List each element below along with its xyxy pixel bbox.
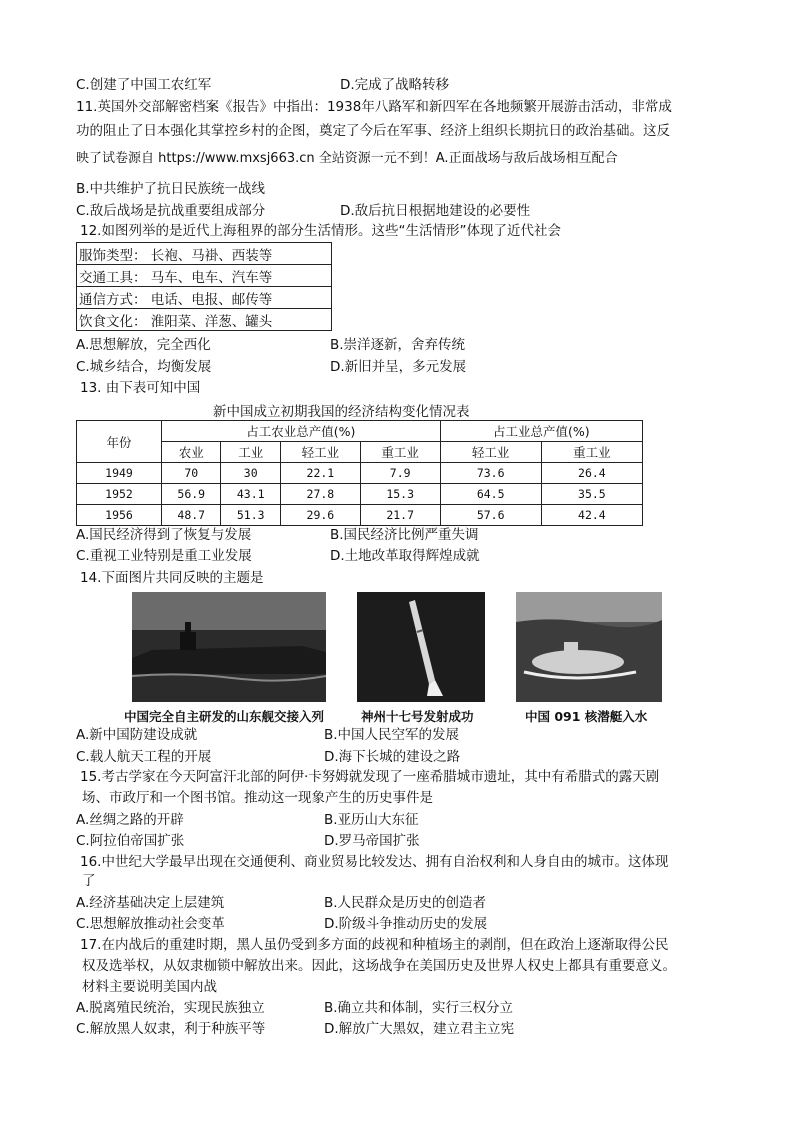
cell: 22.1: [280, 463, 360, 484]
q14-option-b: B.中国人民空军的发展: [324, 727, 460, 743]
cell-year: 1952: [77, 484, 162, 505]
col-header-year: 年份: [77, 421, 162, 463]
life-row: 服饰类型： 长袍、马褂、西装等: [77, 243, 332, 265]
rocket-image: [357, 592, 485, 702]
col-header: 工业: [221, 442, 280, 463]
cell-year: 1949: [77, 463, 162, 484]
q15-option-a: A.丝绸之路的开辟: [76, 812, 184, 828]
q11-stem-line2: 功的阻止了日本强化其掌控乡村的企图，奠定了今后在军事、经济上组织长期抗日的政治基础。这反: [76, 123, 670, 139]
q11-stem-line3: 映了试卷源自 https://www.mxsj663.cn 全站资源一元不到！A.正面战场与敌后战场相互配合: [76, 151, 618, 166]
econ-table-title: 新中国成立初期我国的经济结构变化情况表: [213, 404, 470, 420]
q12-option-a: A.思想解放，完全西化: [76, 337, 211, 353]
photo-caption-submarine: 中国 091 核潜艇入水: [525, 709, 648, 724]
q11-option-b: B.中共维护了抗日民族统一战线: [76, 181, 266, 197]
q11-option-c: C.敌后战场是抗战重要组成部分: [76, 203, 266, 219]
q10-option-d: D.完成了战略转移: [340, 77, 450, 93]
q12-option-d: D.新旧并呈，多元发展: [330, 359, 467, 375]
q13-option-b: B.国民经济比例严重失调: [330, 527, 479, 543]
q13-option-a: A.国民经济得到了恢复与发展: [76, 527, 252, 543]
q17-stem-line2: 权及选举权，从奴隶枷锁中解放出来。因此，这场战争在美国历史及世界人权史上都具有重要意义。: [82, 958, 676, 974]
q17-stem-line1: 17.在内战后的重建时期，黑人虽仍受到多方面的歧视和种植场主的剥削，但在政治上逐渐取得公民: [80, 937, 669, 953]
cell: 7.9: [360, 463, 440, 484]
cell: 56.9: [162, 484, 221, 505]
q11-option-d: D.敌后抗日根据地建设的必要性: [340, 203, 531, 219]
q15-option-b: B.亚历山大东征: [324, 812, 419, 828]
q15-stem-line1: 15.考古学家在今天阿富汗北部的阿伊·卡努姆就发现了一座希腊城市遗址，其中有希腊式的露天剧: [80, 769, 660, 785]
cell: 15.3: [360, 484, 440, 505]
photo-caption-carrier: 中国完全自主研发的山东舰交接入列: [124, 709, 325, 724]
cell-year: 1956: [77, 505, 162, 526]
aircraft-carrier-image: [132, 592, 326, 702]
q11-stem-line1: 11.英国外交部解密档案《报告》中指出：1938年八路军和新四军在各地频繁开展游击活动，非常成: [76, 99, 672, 115]
q16-stem-line2: 了: [82, 873, 96, 889]
q17-option-c: C.解放黑人奴隶，利于种族平等: [76, 1021, 266, 1037]
q14-option-d: D.海下长城的建设之路: [324, 749, 461, 765]
cell: 70: [162, 463, 221, 484]
life-situation-table: [76, 242, 332, 331]
submarine-photo: [516, 592, 662, 702]
cell: 30: [221, 463, 280, 484]
q12-stem: 12.如图列举的是近代上海租界的部分生活情形。这些“生活情形”体现了近代社会: [80, 223, 561, 239]
col-group-industry: 占工业总产值(%): [440, 421, 642, 442]
cell: 48.7: [162, 505, 221, 526]
cell: 26.4: [541, 463, 642, 484]
col-header: 农业: [162, 442, 221, 463]
submarine-image: [516, 592, 662, 702]
table-row: [77, 484, 643, 505]
q14-option-c: C.载人航天工程的开展: [76, 749, 212, 765]
rocket-launch-photo: [357, 592, 485, 702]
q17-stem-line3: 材料主要说明美国内战: [82, 979, 217, 995]
econ-structure-table: [76, 420, 643, 526]
life-row: 饮食文化： 淮阳菜、洋葱、罐头: [77, 309, 332, 331]
col-header: 重工业: [360, 442, 440, 463]
q10-option-c: C.创建了中国工农红军: [76, 77, 212, 93]
life-row: 交通工具： 马车、电车、汽车等: [77, 265, 332, 287]
q12-option-b: B.崇洋逐新，舍弃传统: [330, 337, 466, 353]
q16-option-c: C.思想解放推动社会变革: [76, 916, 225, 932]
cell: 42.4: [541, 505, 642, 526]
cell: 21.7: [360, 505, 440, 526]
cell: 43.1: [221, 484, 280, 505]
cell: 35.5: [541, 484, 642, 505]
q13-option-d: D.土地改革取得辉煌成就: [330, 548, 480, 564]
q15-option-c: C.阿拉伯帝国扩张: [76, 833, 185, 849]
q15-option-d: D.罗马帝国扩张: [324, 833, 420, 849]
q16-stem-line1: 16.中世纪大学最早出现在交通便利、商业贸易比较发达、拥有自治权利和人身自由的城市。这体现: [80, 854, 669, 870]
photo-caption-rocket: 神州十七号发射成功: [361, 709, 474, 724]
q15-stem-line2: 场、市政厅和一个图书馆。推动这一现象产生的历史事件是: [82, 790, 433, 806]
cell: 73.6: [440, 463, 541, 484]
aircraft-carrier-photo: [132, 592, 326, 702]
q16-option-b: B.人民群众是历史的创造者: [324, 895, 487, 911]
table-row: [77, 463, 643, 484]
q17-option-a: A.脱离殖民统治，实现民族独立: [76, 1000, 265, 1016]
cell: 29.6: [280, 505, 360, 526]
cell: 27.8: [280, 484, 360, 505]
col-header: 重工业: [541, 442, 642, 463]
q16-option-d: D.阶级斗争推动历史的发展: [324, 916, 488, 932]
q17-option-d: D.解放广大黑奴，建立君主立宪: [324, 1021, 515, 1037]
col-header: 轻工业: [280, 442, 360, 463]
q13-stem: 13. 由下表可知中国: [80, 380, 201, 396]
q14-option-a: A.新中国防建设成就: [76, 727, 198, 743]
col-group-agri-industry: 占工农业总产值(%): [162, 421, 441, 442]
col-header: 轻工业: [440, 442, 541, 463]
table-row: [77, 505, 643, 526]
q16-option-a: A.经济基础决定上层建筑: [76, 895, 225, 911]
q17-option-b: B.确立共和体制，实行三权分立: [324, 1000, 514, 1016]
cell: 57.6: [440, 505, 541, 526]
q14-stem: 14.下面图片共同反映的主题是: [80, 570, 264, 586]
cell: 64.5: [440, 484, 541, 505]
q13-option-c: C.重视工业特别是重工业发展: [76, 548, 252, 564]
life-row: 通信方式： 电话、电报、邮传等: [77, 287, 332, 309]
cell: 51.3: [221, 505, 280, 526]
q12-option-c: C.城乡结合，均衡发展: [76, 359, 212, 375]
